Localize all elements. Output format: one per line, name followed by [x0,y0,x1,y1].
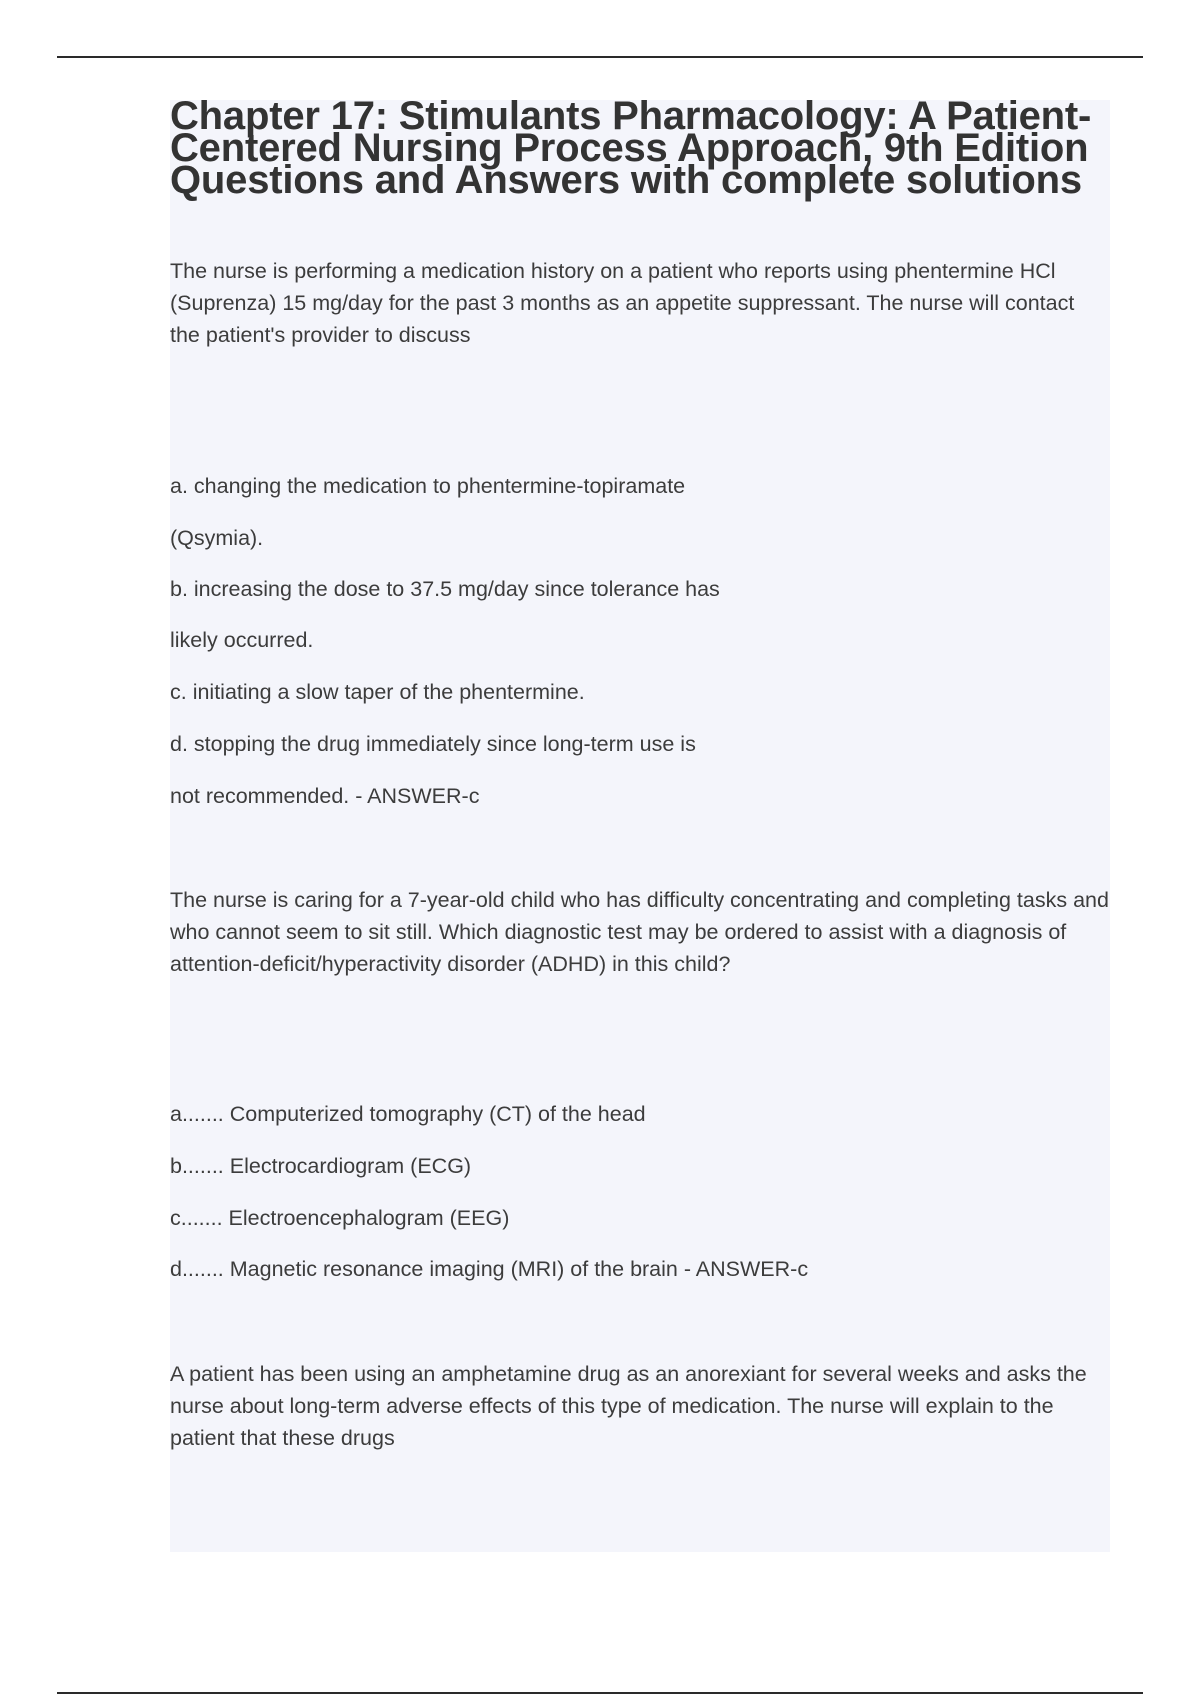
question-1-line-6: d. stopping the drug immediately since long-term use is [170,732,696,756]
question-1-line-5: c. initiating a slow taper of the phentermine. [170,680,585,704]
question-2-stem: The nurse is caring for a 7-year-old child who has difficulty concentrating and completing tasks and who cannot seem to sit still. Which diagnostic test may be ordered to assist with a diagnosis of attention-deficit/hyperactivity disorder (ADHD) in this child? [170,888,1109,976]
question-2-line-1: a....... Computerized tomography (CT) of the head [170,1102,646,1126]
question-3-stem: A patient has been using an amphetamine drug as an anorexiant for several weeks and asks the nurse about long-term adverse effects of this type of medication. The nurse will explain to the patient that these drugs [170,1362,1087,1450]
page-title: Chapter 17: Stimulants Pharmacology: A Patient-Centered Nursing Process Approach, 9th Edition Questions and Answers with complete solutions [170,94,1092,202]
document-body [170,94,1110,1552]
bottom-rule [57,1692,1143,1694]
question-1-line-3: b. increasing the dose to 37.5 mg/day since tolerance has [170,577,720,601]
question-2-line-3: c....... Electroencephalogram (EEG) [170,1206,510,1230]
question-1-line-1: a. changing the medication to phentermine-topiramate [170,474,686,498]
question-2-line-2: b....... Electrocardiogram (ECG) [170,1154,472,1178]
question-1-stem: The nurse is performing a medication history on a patient who reports using phentermine HCl (Suprenza) 15 mg/day for the past 3 months as an appetite suppressant. The nurse will contact the patient's provider to discuss [170,259,1075,347]
top-rule [57,56,1143,58]
question-2-line-4: d....... Magnetic resonance imaging (MRI) of the brain - ANSWER-c [170,1257,809,1281]
question-1-line-4: likely occurred. [170,628,314,652]
question-1-line-7: not recommended. - ANSWER-c [170,784,480,808]
question-1-line-2: (Qsymia). [170,526,264,550]
